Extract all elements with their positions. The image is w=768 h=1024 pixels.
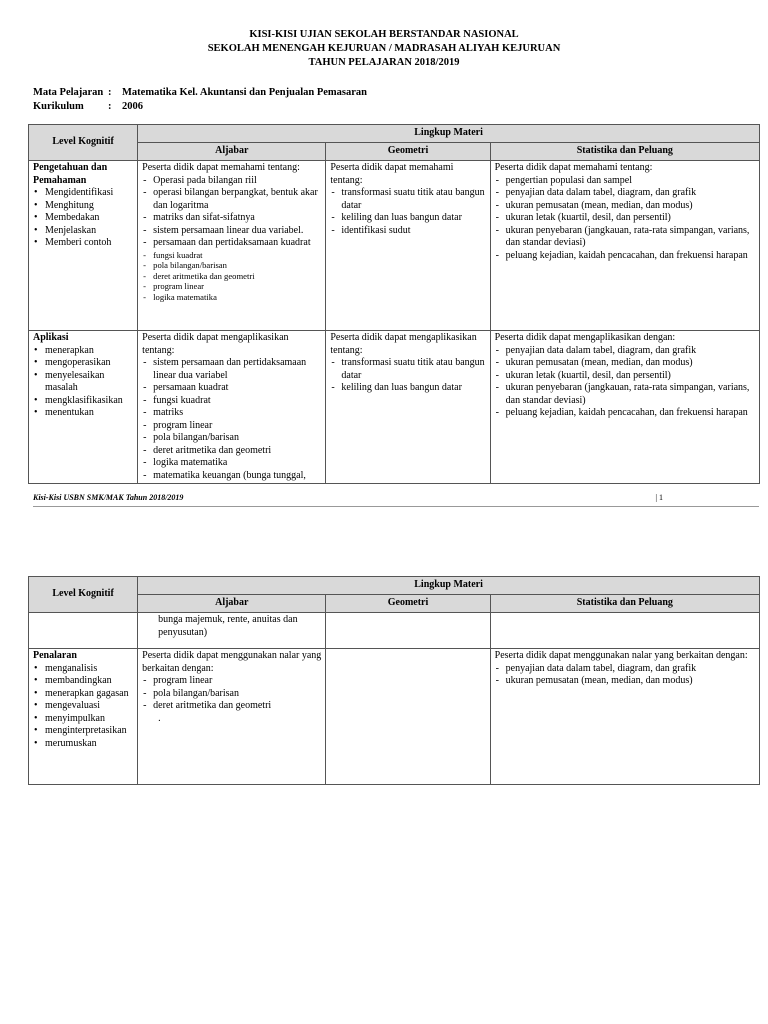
list-item: - ukuran pemusatan (mean, median, dan modus) <box>495 357 755 370</box>
list-item: - matriks dan sifat-sifatnya <box>142 212 321 225</box>
kisi-table-page-2 <box>28 576 760 785</box>
level-cell <box>29 331 138 484</box>
list-item: - program linear <box>142 675 321 688</box>
list-item: - identifikasi sudut <box>330 225 485 238</box>
aljabar-cell <box>138 613 326 649</box>
list-item: - Operasi pada bilangan riil <box>142 175 321 188</box>
curriculum-value: 2006 <box>122 101 143 112</box>
list-item: - operasi bilangan berpangkat, bentuk akar dan logaritma <box>142 187 321 212</box>
list-item: - pola bilangan/barisan <box>142 432 321 445</box>
curriculum-separator: : <box>108 101 112 112</box>
list-item: • membandingkan <box>33 675 133 688</box>
list-item: - ukuran pemusatan (mean, median, dan modus) <box>495 675 755 688</box>
list-item: • mengklasifikasikan <box>33 395 133 408</box>
list-item: - logika matematika <box>142 292 321 303</box>
statistika-cell <box>490 161 759 331</box>
cell-intro: Peserta didik dapat memahami tentang: <box>494 162 653 173</box>
cell-intro: Peserta didik dapat menggunakan nalar yang berkaitan dengan: <box>494 650 748 661</box>
geometri-cell <box>326 331 490 484</box>
list-item: • menerapkan <box>33 345 133 358</box>
header-aljabar: Aljabar <box>138 143 326 161</box>
cell-items <box>142 175 321 250</box>
list-item: - transformasi suatu titik atau bangun datar <box>330 187 485 212</box>
continued-text: bunga majemuk, rente, anuitas dan penyusutan) <box>158 614 298 638</box>
aljabar-cell <box>138 649 326 785</box>
page-number: | 1 <box>655 493 663 502</box>
footer-text: Kisi-Kisi USBN SMK/MAK Tahun 2018/2019 <box>33 493 184 502</box>
subject-separator: : <box>108 87 112 98</box>
aljabar-cell <box>138 161 326 331</box>
header-statistika: Statistika dan Peluang <box>490 595 759 613</box>
list-item: • mengoperasikan <box>33 357 133 370</box>
header-level-kognitif: Level Kognitif <box>29 125 138 161</box>
list-item: - transformasi suatu titik atau bangun datar <box>330 357 485 382</box>
cell-items <box>495 175 755 263</box>
header-school: SEKOLAH MENENGAH KEJURUAN / MADRASAH ALIYAH KEJURUAN <box>207 43 561 54</box>
list-item: • Memberi contoh <box>33 237 133 250</box>
list-item: - sistem persamaan linear dua variabel. <box>142 225 321 238</box>
list-item: - sistem persamaan dan pertidaksamaan linear dua variabel <box>142 357 321 382</box>
row-penalaran <box>29 649 760 785</box>
geometri-cell <box>326 161 490 331</box>
list-item: - ukuran penyebaran (jangkauan, rata-rata simpangan, varians, dan standar deviasi) <box>495 382 755 407</box>
cell-items <box>495 663 755 688</box>
cell-items <box>495 345 755 420</box>
geometri-cell <box>326 649 490 785</box>
list-item: - program linear <box>142 281 321 292</box>
level-title: Aplikasi <box>33 332 69 343</box>
aljabar-cell <box>138 331 326 484</box>
header-title: KISI-KISI UJIAN SEKOLAH BERSTANDAR NASIONAL <box>249 29 519 40</box>
list-item: • Menghitung <box>33 200 133 213</box>
list-item: - penyajian data dalam tabel, diagram, dan grafik <box>495 663 755 676</box>
level-title: Penalaran <box>33 650 77 661</box>
list-item: • menyimpulkan <box>33 713 133 726</box>
list-item: - deret aritmetika dan geometri <box>142 445 321 458</box>
cell-intro: Peserta didik dapat memahami tentang: <box>142 162 300 173</box>
cell-items <box>142 675 321 713</box>
list-item: - penyajian data dalam tabel, diagram, dan grafik <box>495 187 755 200</box>
list-item: • menginterpretasikan <box>33 725 133 738</box>
row-pengetahuan <box>29 161 760 331</box>
level-cell <box>29 613 138 649</box>
level-cell <box>29 649 138 785</box>
list-item: - penyajian data dalam tabel, diagram, dan grafik <box>495 345 755 358</box>
list-item: - fungsi kuadrat <box>142 250 321 261</box>
list-item: • menerapkan gagasan <box>33 688 133 701</box>
page-footer <box>33 493 759 507</box>
list-item: - keliling dan luas bangun datar <box>330 382 485 395</box>
list-item: - program linear <box>142 420 321 433</box>
row-aplikasi <box>29 331 760 484</box>
cell-items-small <box>142 250 321 303</box>
subject-value: Matematika Kel. Akuntansi dan Penjualan Pemasaran <box>122 87 368 98</box>
list-item: - ukuran letak (kuartil, desil, dan persentil) <box>495 370 755 383</box>
list-item: - ukuran letak (kuartil, desil, dan persentil) <box>495 212 755 225</box>
list-item: • menganalisis <box>33 663 133 676</box>
header-level-kognitif: Level Kognitif <box>29 577 138 613</box>
level-title: Pengetahuan dan Pemahaman <box>33 162 108 186</box>
level-items <box>33 663 133 751</box>
cell-intro: Peserta didik dapat mengaplikasikan tentang: <box>330 332 477 356</box>
curriculum-label: Kurikulum <box>33 101 84 112</box>
header-year: TAHUN PELAJARAN 2018/2019 <box>308 57 460 68</box>
statistika-cell <box>490 331 759 484</box>
list-item: • Mengidentifikasi <box>33 187 133 200</box>
list-item: • merumuskan <box>33 738 133 751</box>
cell-intro: Peserta didik dapat mengaplikasikan tentang: <box>142 332 289 356</box>
document-meta <box>33 86 367 114</box>
level-cell <box>29 161 138 331</box>
header-lingkup-materi: Lingkup Materi <box>138 125 760 143</box>
level-items <box>33 187 133 250</box>
statistika-cell <box>490 613 759 649</box>
list-item: - logika matematika <box>142 457 321 470</box>
row-continuation <box>29 613 760 649</box>
list-item: - deret aritmetika dan geometri <box>142 700 321 713</box>
list-item: - pengertian populasi dan sampel <box>495 175 755 188</box>
geometri-cell <box>326 613 490 649</box>
list-item: - pola bilangan/barisan <box>142 688 321 701</box>
list-item: - ukuran pemusatan (mean, median, dan modus) <box>495 200 755 213</box>
header-lingkup-materi: Lingkup Materi <box>138 577 760 595</box>
statistika-cell <box>490 649 759 785</box>
header-statistika: Statistika dan Peluang <box>490 143 759 161</box>
cell-intro: Peserta didik dapat mengaplikasikan dengan: <box>494 332 676 343</box>
list-item: • menentukan <box>33 407 133 420</box>
list-item: • Membedakan <box>33 212 133 225</box>
cell-intro: Peserta didik dapat memahami tentang: <box>330 162 454 186</box>
list-item: - persamaan dan pertidaksamaan kuadrat <box>142 237 321 250</box>
document-header <box>0 28 768 70</box>
trailing-mark: . <box>158 712 161 724</box>
level-items <box>33 345 133 420</box>
list-item: - fungsi kuadrat <box>142 395 321 408</box>
list-item: • Menjelaskan <box>33 225 133 238</box>
list-item: • mengevaluasi <box>33 700 133 713</box>
kisi-table-page-1 <box>28 124 760 484</box>
list-item: - peluang kejadian, kaidah pencacahan, dan frekuensi harapan <box>495 407 755 420</box>
header-geometri: Geometri <box>326 143 490 161</box>
list-item: • menyelesaikan masalah <box>33 370 133 395</box>
header-geometri: Geometri <box>326 595 490 613</box>
list-item: - keliling dan luas bangun datar <box>330 212 485 225</box>
list-item: - matematika keuangan (bunga tunggal, <box>142 470 321 483</box>
list-item: - pola bilangan/barisan <box>142 260 321 271</box>
cell-items <box>142 357 321 482</box>
cell-intro: Peserta didik dapat menggunakan nalar yang berkaitan dengan: <box>142 650 322 674</box>
list-item: - deret aritmetika dan geometri <box>142 271 321 282</box>
list-item: - ukuran penyebaran (jangkauan, rata-rata simpangan, varians, dan standar deviasi) <box>495 225 755 250</box>
list-item: - matriks <box>142 407 321 420</box>
header-aljabar: Aljabar <box>138 595 326 613</box>
cell-items <box>330 187 485 237</box>
list-item: - persamaan kuadrat <box>142 382 321 395</box>
list-item: - peluang kejadian, kaidah pencacahan, dan frekuensi harapan <box>495 250 755 263</box>
cell-items <box>330 357 485 395</box>
subject-label: Mata Pelajaran <box>33 87 104 98</box>
